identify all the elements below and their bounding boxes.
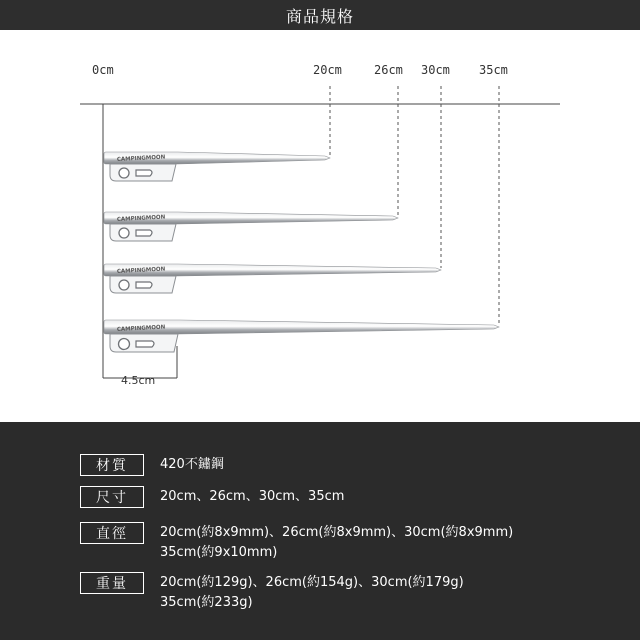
stake-30cm <box>104 264 441 293</box>
spec-row-weight <box>80 572 464 613</box>
ruler-label-0cm: 0cm <box>92 63 114 77</box>
spec-panel <box>0 422 640 640</box>
spec-row-diameter <box>80 522 513 563</box>
spec-label-diameter: 直徑 <box>80 522 144 544</box>
ruler-label-35cm: 35cm <box>479 63 508 77</box>
spec-value-weight <box>160 572 464 613</box>
spec-line: 20cm(約129g)、26cm(約154g)、30cm(約179g) <box>160 575 464 590</box>
stake-brand-26cm: CAMPINGMOON <box>116 214 166 223</box>
size-diagram <box>0 30 640 422</box>
stake-brand-20cm: CAMPINGMOON <box>116 154 166 163</box>
ruler-label-20cm: 20cm <box>313 63 342 77</box>
stake-20cm <box>104 152 330 181</box>
spec-value-diameter <box>160 522 513 563</box>
spec-label-weight: 重量 <box>80 572 144 594</box>
ruler-label-26cm: 26cm <box>374 63 403 77</box>
width-label: 4.5cm <box>121 374 156 387</box>
spec-label-material: 材質 <box>80 454 144 476</box>
spec-line: 35cm(約9x10mm) <box>160 545 278 560</box>
ruler-label-30cm: 30cm <box>421 63 450 77</box>
spec-row-size <box>80 486 344 508</box>
stakes-illustration <box>0 30 640 422</box>
spec-value-size <box>160 486 344 507</box>
spec-row-material <box>80 454 224 476</box>
spec-label-size: 尺寸 <box>80 486 144 508</box>
spec-value-material <box>160 454 224 475</box>
spec-line: 35cm(約233g) <box>160 595 253 610</box>
spec-line: 420不鏽鋼 <box>160 457 224 472</box>
stake-26cm <box>104 212 398 241</box>
page-header <box>0 0 640 30</box>
stake-35cm <box>104 320 499 352</box>
stake-brand-30cm: CAMPINGMOON <box>116 266 166 275</box>
stake-brand-35cm: CAMPINGMOON <box>116 324 166 333</box>
spec-line: 20cm(約8x9mm)、26cm(約8x9mm)、30cm(約8x9mm) <box>160 525 514 540</box>
spec-line: 20cm、26cm、30cm、35cm <box>160 489 345 504</box>
page-title: 商品規格 <box>285 6 354 26</box>
